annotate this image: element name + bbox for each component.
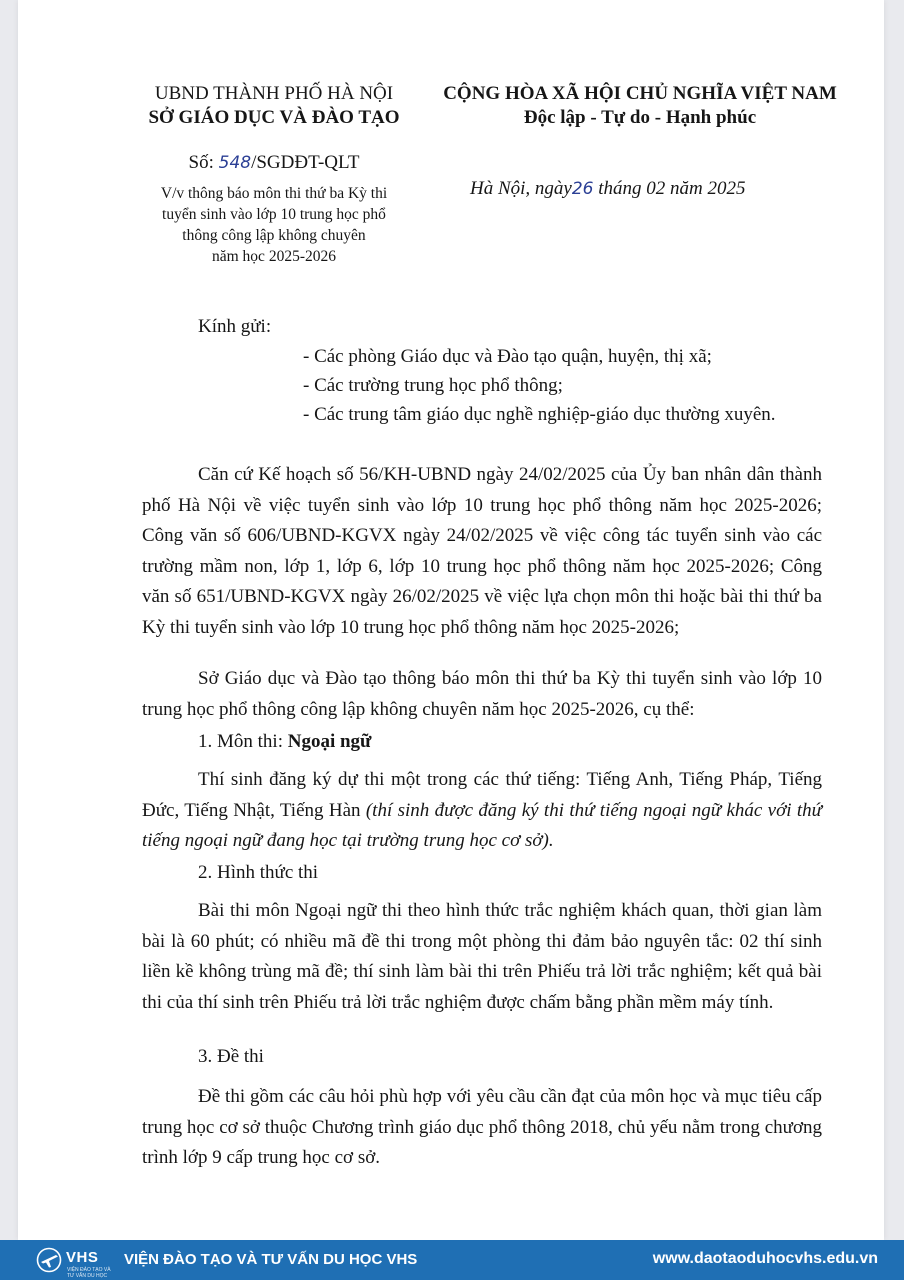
recipient-list bbox=[303, 342, 776, 429]
national-heading bbox=[420, 82, 860, 130]
airplane-icon bbox=[36, 1247, 62, 1273]
recipient-item: - Các trường trung học phổ thông; bbox=[303, 375, 563, 396]
exam-paper-paragraph: Đề thi gồm các câu hỏi phù hợp với yêu cầu cần đạt của môn học và mục tiêu cấp trung học cơ sở thuộc Chương trình giáo dục phổ thông 2018, chủ yếu nằm trong chương trình lớp 9 cấp trung học cơ sở. bbox=[142, 1086, 822, 1168]
section-heading-subject bbox=[198, 731, 371, 753]
subject-line: V/v thông báo môn thi thứ ba Kỳ thi bbox=[160, 185, 388, 202]
vhs-logo[interactable] bbox=[36, 1246, 116, 1279]
logo-wordmark: VHS bbox=[66, 1249, 99, 1266]
handwritten-day: 26 bbox=[571, 179, 594, 199]
national-motto: Độc lập - Tự do - Hạnh phúc bbox=[523, 107, 757, 128]
footer-banner bbox=[0, 1240, 904, 1280]
recipient-item: - Các trung tâm giáo dục nghề nghiệp-giáo dục thường xuyên. bbox=[303, 404, 776, 425]
place-date-suffix: tháng 02 năm 2025 bbox=[593, 178, 746, 199]
exam-subject-name: Ngoại ngữ bbox=[287, 731, 372, 752]
subject-line: thông công lập không chuyên bbox=[182, 227, 366, 244]
section-heading-format: 2. Hình thức thi bbox=[198, 862, 319, 883]
website-link[interactable]: www.daotaoduhocvhs.edu.vn bbox=[652, 1250, 878, 1267]
section-number-label: 1. Môn thi: bbox=[198, 731, 288, 752]
place-and-date bbox=[470, 178, 850, 200]
announcement-paragraph: Sở Giáo dục và Đào tạo thông báo môn thi thứ ba Kỳ thi tuyển sinh vào lớp 10 trung học phổ thông công lập không chuyên năm học 2025-2026, cụ thể: bbox=[142, 668, 822, 720]
greeting: Kính gửi: bbox=[198, 316, 272, 337]
country-name: CỘNG HÒA XÃ HỘI CHỦ NGHĨA VIỆT NAM bbox=[443, 83, 837, 104]
recipient-item: - Các phòng Giáo dục và Đào tạo quận, huyện, thị xã; bbox=[303, 346, 712, 367]
language-options-note: (thí sinh được đăng ký thi thứ tiếng ngoại ngữ khác với thứ tiếng ngoại ngữ đang học tại trường trung học cơ sở). bbox=[142, 799, 822, 851]
agency-parent: UBND THÀNH PHỐ HÀ NỘI bbox=[154, 83, 394, 104]
legal-basis-paragraph: Căn cứ Kế hoạch số 56/KH-UBND ngày 24/02/2025 của Ủy ban nhân dân thành phố Hà Nội về việc tuyển sinh vào lớp 10 trung học phổ thông năm học 2025-2026; Công văn số 606/UBND-KGVX ngày 24/02/2025 về việc công tác tuyển sinh vào các trường mầm non, lớp 1, lớp 6, lớp 10 trung học phổ thông năm học 2025-2026; Công văn số 651/UBND-KGVX ngày 26/02/2025 về việc lựa chọn môn thi hoặc bài thi thứ ba Kỳ thi tuyển sinh vào lớp 10 trung học phổ thông năm học 2025-2026; bbox=[142, 464, 822, 638]
agency-name: SỞ GIÁO DỤC VÀ ĐÀO TẠO bbox=[148, 107, 400, 128]
exam-format-paragraph: Bài thi môn Ngoại ngữ thi theo hình thức trắc nghiệm khách quan, thời gian làm bài là 60 phút; có nhiều mã đề thi trong một phòng thi đảm bảo nguyên tắc: 02 thí sinh liền kề không trùng mã đề; thí sinh làm bài thi trên Phiếu trả lời trắc nghiệm; kết quả bài thi của thí sinh trên Phiếu trả lời trắc nghiệm được chấm bằng phần mềm máy tính. bbox=[142, 900, 822, 1013]
doc-number-suffix: /SGDĐT-QLT bbox=[251, 152, 360, 173]
document-number bbox=[124, 152, 424, 174]
language-options-text: Thí sinh đăng ký dự thi một trong các thứ tiếng: Tiếng Anh, Tiếng Pháp, Tiếng Đức, Tiếng Nhật, Tiếng Hàn bbox=[142, 769, 822, 821]
subject-line: tuyển sinh vào lớp 10 trung học phổ bbox=[162, 206, 386, 223]
doc-number-prefix: Số: bbox=[188, 152, 219, 173]
handwritten-number: 548 bbox=[218, 153, 252, 173]
logo-tagline: VIỆN ĐÀO TẠO VÀ TƯ VẤN DU HỌC bbox=[67, 1267, 111, 1279]
language-options-paragraph bbox=[142, 765, 822, 857]
institute-name: VIỆN ĐÀO TẠO VÀ TƯ VẤN DU HỌC VHS bbox=[124, 1251, 418, 1268]
place-date-prefix: Hà Nội, ngày bbox=[470, 178, 572, 199]
section-heading-paper: 3. Đề thi bbox=[198, 1046, 264, 1067]
subject-line: năm học 2025-2026 bbox=[212, 248, 336, 265]
issuing-agency bbox=[124, 82, 424, 130]
document-subject bbox=[124, 183, 424, 267]
